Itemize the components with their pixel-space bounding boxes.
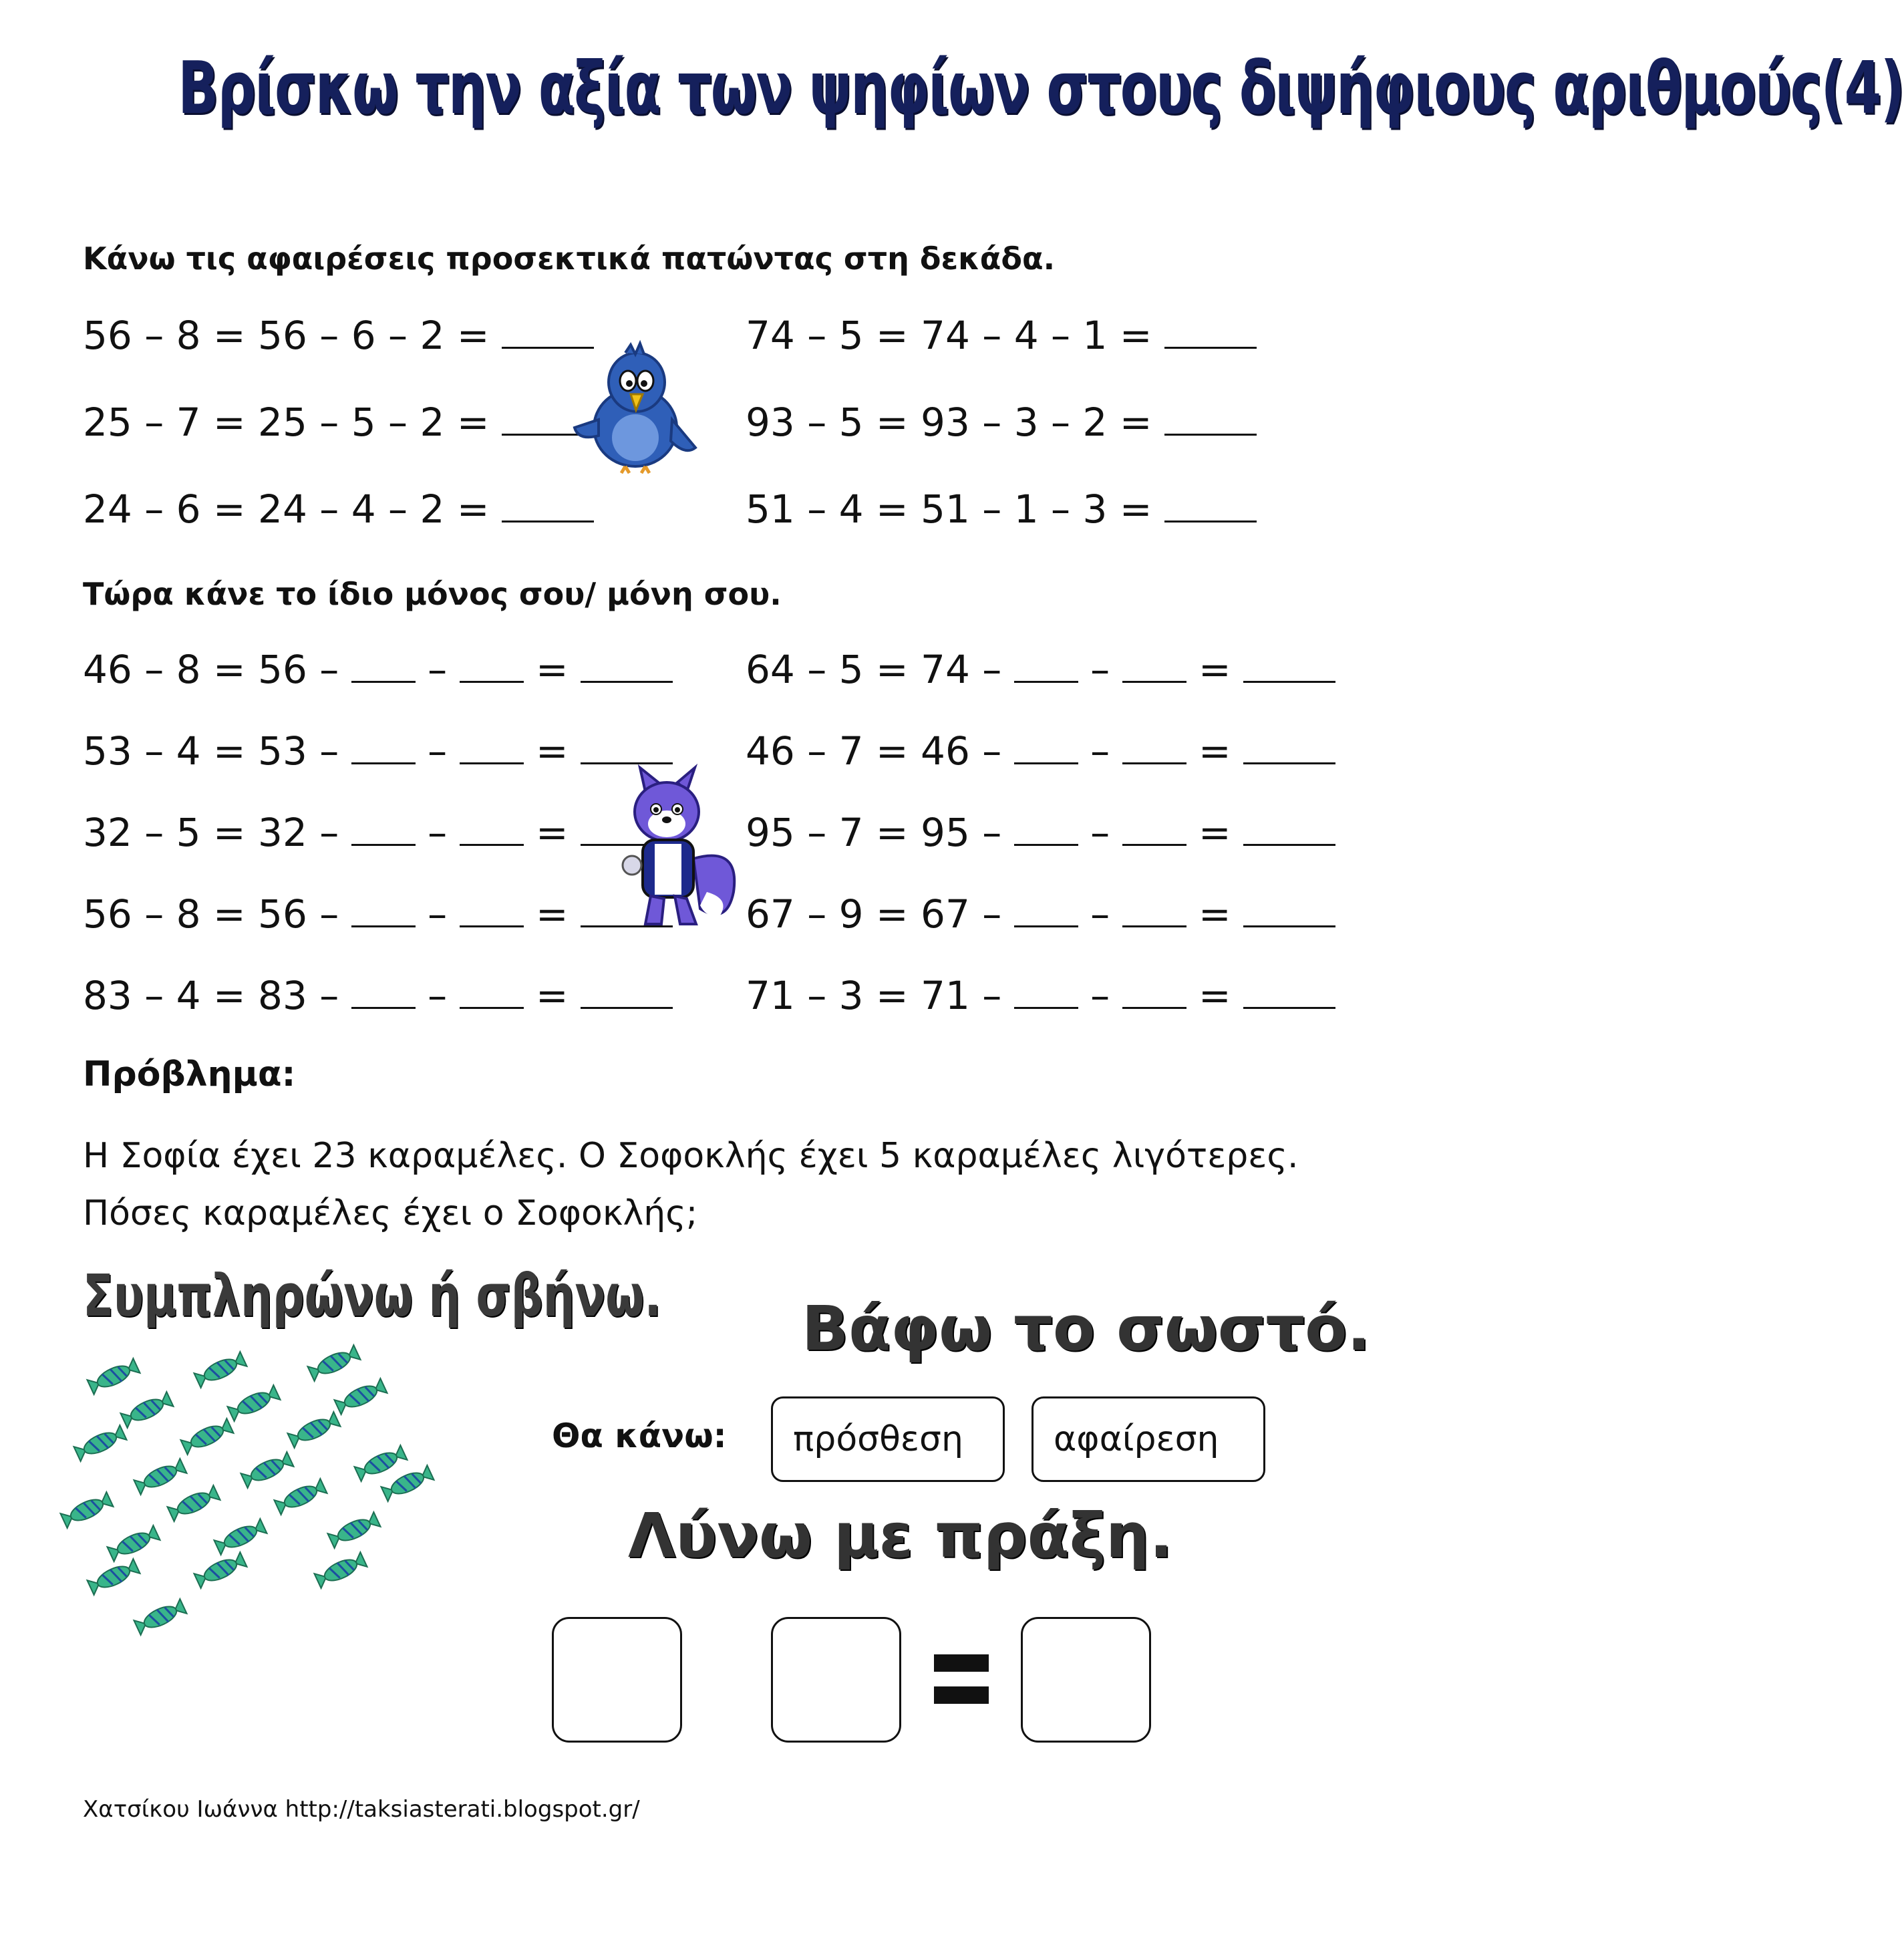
problem-text-line-2: Πόσες καραμέλες έχει ο Σοφοκλής; — [83, 1193, 698, 1233]
equation-row: 71 – 3 = 71 – – = — [746, 973, 1335, 1018]
answer-blank[interactable] — [1014, 729, 1078, 764]
answer-blank[interactable] — [1014, 892, 1078, 927]
candy-icon — [87, 1559, 140, 1595]
equation-row: 56 – 8 = 56 – – = — [83, 891, 673, 937]
answer-blank[interactable] — [1014, 974, 1078, 1009]
equation-row: 46 – 7 = 46 – – = — [746, 728, 1335, 774]
answer-blank[interactable] — [351, 974, 416, 1009]
answer-blank[interactable] — [460, 647, 524, 683]
candy-icon — [87, 1358, 140, 1394]
answer-blank[interactable] — [581, 729, 673, 764]
answer-blank[interactable] — [1243, 647, 1335, 683]
answer-blank[interactable] — [1243, 729, 1335, 764]
operand-box-2[interactable] — [771, 1617, 901, 1743]
candy-icon — [327, 1512, 380, 1548]
answer-blank[interactable] — [351, 729, 416, 764]
equation-row: 83 – 4 = 83 – – = — [83, 973, 673, 1018]
candy-icon — [274, 1479, 327, 1515]
answer-blank[interactable] — [351, 647, 416, 683]
problem-text-line-1: Η Σοφία έχει 23 καραμέλες. Ο Σοφοκλής έχει 5 καραμέλες λιγότερες. — [83, 1136, 1299, 1176]
paint-heading: Βάφω το σωστό. — [802, 1293, 1371, 1364]
equation-row: 25 – 7 = 25 – 5 – 2 = — [83, 400, 594, 445]
answer-blank[interactable] — [1122, 647, 1186, 683]
answer-blank[interactable] — [1243, 892, 1335, 927]
equation-row: 51 – 4 = 51 – 1 – 3 = — [746, 486, 1257, 532]
instruction-2: Τώρα κάνε το ίδιο μόνος σου/ μόνη σου. — [83, 576, 782, 612]
candy-icon — [180, 1419, 233, 1455]
answer-blank[interactable] — [581, 647, 673, 683]
candy-icon — [107, 1525, 160, 1561]
equation-row: 67 – 9 = 67 – – = — [746, 891, 1335, 937]
operand-box-1[interactable] — [552, 1617, 682, 1743]
candy-icon — [167, 1485, 220, 1521]
equation-row: 64 – 5 = 74 – – = — [746, 647, 1335, 692]
option-subtraction[interactable]: αφαίρεση — [1032, 1396, 1265, 1482]
answer-blank[interactable] — [1122, 974, 1186, 1009]
answer-blank[interactable] — [460, 892, 524, 927]
candy-icon — [120, 1392, 173, 1428]
problem-heading: Πρόβλημα: — [83, 1054, 296, 1094]
answer-blank[interactable] — [351, 810, 416, 846]
answer-blank[interactable] — [460, 729, 524, 764]
result-box[interactable] — [1021, 1617, 1151, 1743]
candy-icon — [307, 1345, 360, 1381]
equation-row: 56 – 8 = 56 – 6 – 2 = — [83, 313, 594, 358]
equation-row: 24 – 6 = 24 – 4 – 2 = — [83, 486, 594, 532]
footer-credit: Χατσίκου Ιωάννα http://taksiasterati.blogspot.gr/ — [83, 1796, 640, 1823]
candy-icon — [334, 1378, 387, 1415]
answer-blank[interactable] — [502, 487, 594, 523]
candy-icon — [314, 1552, 367, 1588]
fox-icon — [613, 765, 740, 932]
will-do-label: Θα κάνω: — [552, 1417, 727, 1455]
answer-blank[interactable] — [1014, 647, 1078, 683]
candy-icon — [194, 1352, 247, 1388]
answer-blank[interactable] — [1164, 487, 1257, 523]
fill-heading: Συμπληρώνω ή σβήνω. — [83, 1263, 662, 1330]
candy-icon — [194, 1552, 247, 1588]
answer-blank[interactable] — [351, 892, 416, 927]
candy-icon — [73, 1425, 126, 1461]
answer-blank[interactable] — [581, 974, 673, 1009]
answer-blank[interactable] — [1243, 974, 1335, 1009]
candy-icon — [227, 1385, 280, 1421]
answer-blank[interactable] — [1122, 810, 1186, 846]
page-title: Βρίσκω την αξία των ψηφίων στους διψήφιους αριθμούς(4) — [178, 47, 1904, 130]
equals-sign — [934, 1654, 989, 1719]
answer-blank[interactable] — [1122, 729, 1186, 764]
solve-heading: Λύνω με πράξη. — [628, 1500, 1173, 1572]
candy-icon — [214, 1519, 267, 1555]
equation-row: 95 – 7 = 95 – – = — [746, 810, 1335, 855]
answer-blank[interactable] — [460, 974, 524, 1009]
answer-blank[interactable] — [460, 810, 524, 846]
candy-icon — [134, 1459, 186, 1495]
instruction-1: Κάνω τις αφαιρέσεις προσεκτικά πατώντας στη δεκάδα. — [83, 241, 1056, 277]
answer-blank[interactable] — [1014, 810, 1078, 846]
candy-icon — [381, 1465, 434, 1501]
equation-row: 32 – 5 = 32 – – = — [83, 810, 673, 855]
equation-row: 74 – 5 = 74 – 4 – 1 = — [746, 313, 1257, 358]
candy-icon — [354, 1445, 407, 1481]
candy-icon — [241, 1452, 293, 1488]
candy-icon — [287, 1412, 340, 1448]
candy-icon — [134, 1599, 186, 1635]
answer-blank[interactable] — [1122, 892, 1186, 927]
option-addition[interactable]: πρόσθεση — [771, 1396, 1005, 1482]
equation-row: 53 – 4 = 53 – – = — [83, 728, 673, 774]
equation-row: 93 – 5 = 93 – 3 – 2 = — [746, 400, 1257, 445]
candy-icon — [60, 1492, 113, 1528]
candy-group — [73, 1350, 448, 1657]
answer-blank[interactable] — [1164, 313, 1257, 349]
bird-icon — [572, 341, 699, 474]
answer-blank[interactable] — [1243, 810, 1335, 846]
equation-row: 46 – 8 = 56 – – = — [83, 647, 673, 692]
answer-blank[interactable] — [1164, 400, 1257, 436]
